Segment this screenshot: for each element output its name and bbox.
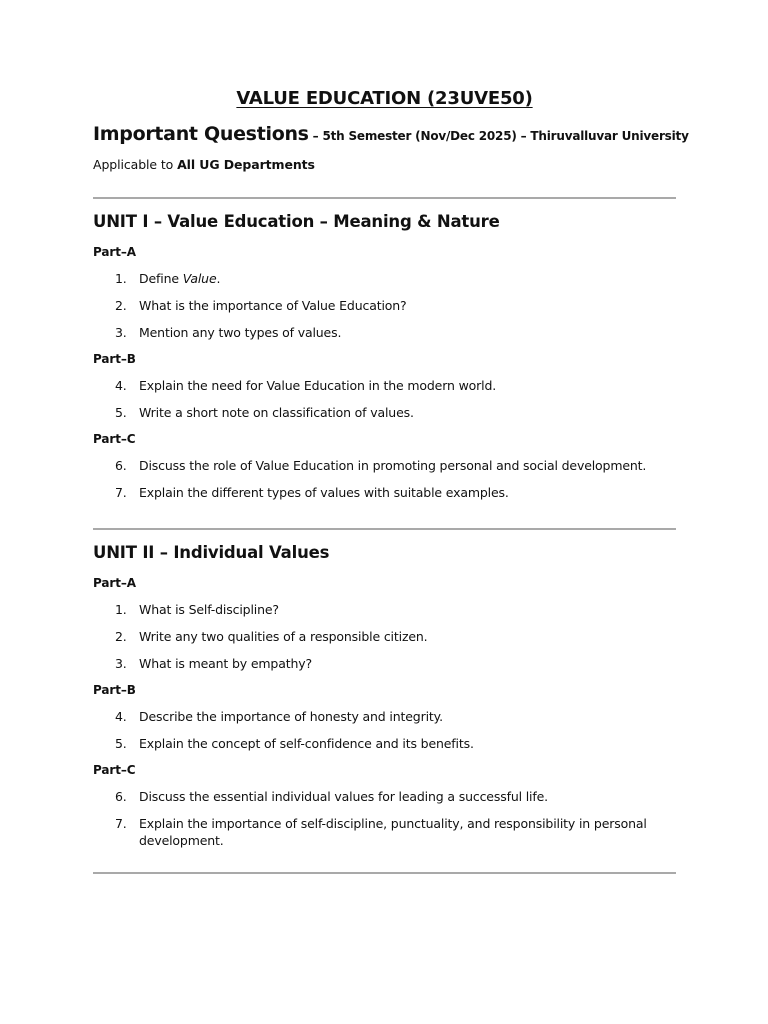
question-text: Mention any two types of values.	[139, 325, 342, 340]
section-divider	[93, 872, 676, 874]
question-item	[93, 297, 676, 314]
question-number: 3.	[115, 325, 127, 340]
question-text: Discuss the essential individual values for leading a successful life.	[139, 789, 548, 804]
question-number: 4.	[115, 709, 127, 724]
question-text-post: .	[216, 271, 221, 286]
question-text: What is meant by empathy?	[139, 656, 312, 671]
question-text: Write any two qualities of a responsible citizen.	[139, 629, 428, 644]
unit-section	[93, 543, 676, 849]
question-number: 6.	[115, 789, 127, 804]
question-text: Explain the different types of values with suitable examples.	[139, 485, 509, 500]
question-item	[93, 377, 676, 394]
question-text-pre: Define	[139, 271, 183, 286]
question-text	[139, 271, 220, 286]
question-item	[93, 815, 676, 849]
question-text: Explain the need for Value Education in the modern world.	[139, 378, 497, 393]
question-item	[93, 457, 676, 474]
question-item	[93, 628, 676, 645]
question-list	[93, 457, 676, 501]
question-item	[93, 270, 676, 287]
question-number: 1.	[115, 271, 127, 286]
question-number: 5.	[115, 736, 127, 751]
question-list	[93, 270, 676, 341]
question-item	[93, 484, 676, 501]
question-item	[93, 404, 676, 421]
question-list	[93, 708, 676, 752]
question-item	[93, 601, 676, 618]
question-list	[93, 377, 676, 421]
part-label: Part–B	[93, 683, 136, 697]
question-number: 7.	[115, 816, 127, 831]
question-emphasis: Value	[182, 271, 217, 286]
question-text: What is Self-discipline?	[139, 602, 279, 617]
part-label: Part–C	[93, 432, 136, 446]
question-number: 5.	[115, 405, 127, 420]
document-subtitle	[93, 122, 689, 148]
question-number: 4.	[115, 378, 127, 393]
applicable-departments: All UG Departments	[177, 157, 315, 172]
applicable-line	[93, 156, 676, 174]
question-number: 6.	[115, 458, 127, 473]
question-number: 1.	[115, 602, 127, 617]
document-title: VALUE EDUCATION (23UVE50)	[236, 88, 533, 109]
question-text: Write a short note on classification of values.	[139, 405, 414, 420]
part-label: Part–C	[93, 763, 136, 777]
question-text: Discuss the role of Value Education in promoting personal and social development.	[139, 458, 647, 473]
question-text: What is the importance of Value Education?	[139, 298, 407, 313]
section-divider	[93, 197, 676, 199]
section-divider	[93, 528, 676, 530]
question-text: Explain the concept of self-confidence and its benefits.	[139, 736, 474, 751]
unit-title: UNIT II – Individual Values	[93, 543, 330, 562]
question-text: Describe the importance of honesty and integrity.	[139, 709, 443, 724]
unit-section	[93, 212, 676, 501]
unit-title: UNIT I – Value Education – Meaning & Nature	[93, 212, 500, 231]
question-list	[93, 601, 676, 672]
question-number: 2.	[115, 298, 127, 313]
subtitle-main: Important Questions	[93, 123, 309, 145]
question-number: 3.	[115, 656, 127, 671]
document-page	[93, 88, 689, 874]
question-item	[93, 708, 676, 725]
applicable-prefix: Applicable to	[93, 157, 178, 172]
subtitle-detail: – 5th Semester (Nov/Dec 2025) – Thiruvalluvar University	[308, 129, 689, 143]
question-item	[93, 324, 676, 341]
question-number: 2.	[115, 629, 127, 644]
question-item	[93, 788, 676, 805]
question-item	[93, 735, 676, 752]
question-item	[93, 655, 676, 672]
question-number: 7.	[115, 485, 127, 500]
question-list	[93, 788, 676, 849]
question-text: Explain the importance of self-discipline, punctuality, and responsibility in personal development.	[139, 816, 647, 848]
part-label: Part–B	[93, 352, 136, 366]
part-label: Part–A	[93, 245, 136, 259]
part-label: Part–A	[93, 576, 136, 590]
